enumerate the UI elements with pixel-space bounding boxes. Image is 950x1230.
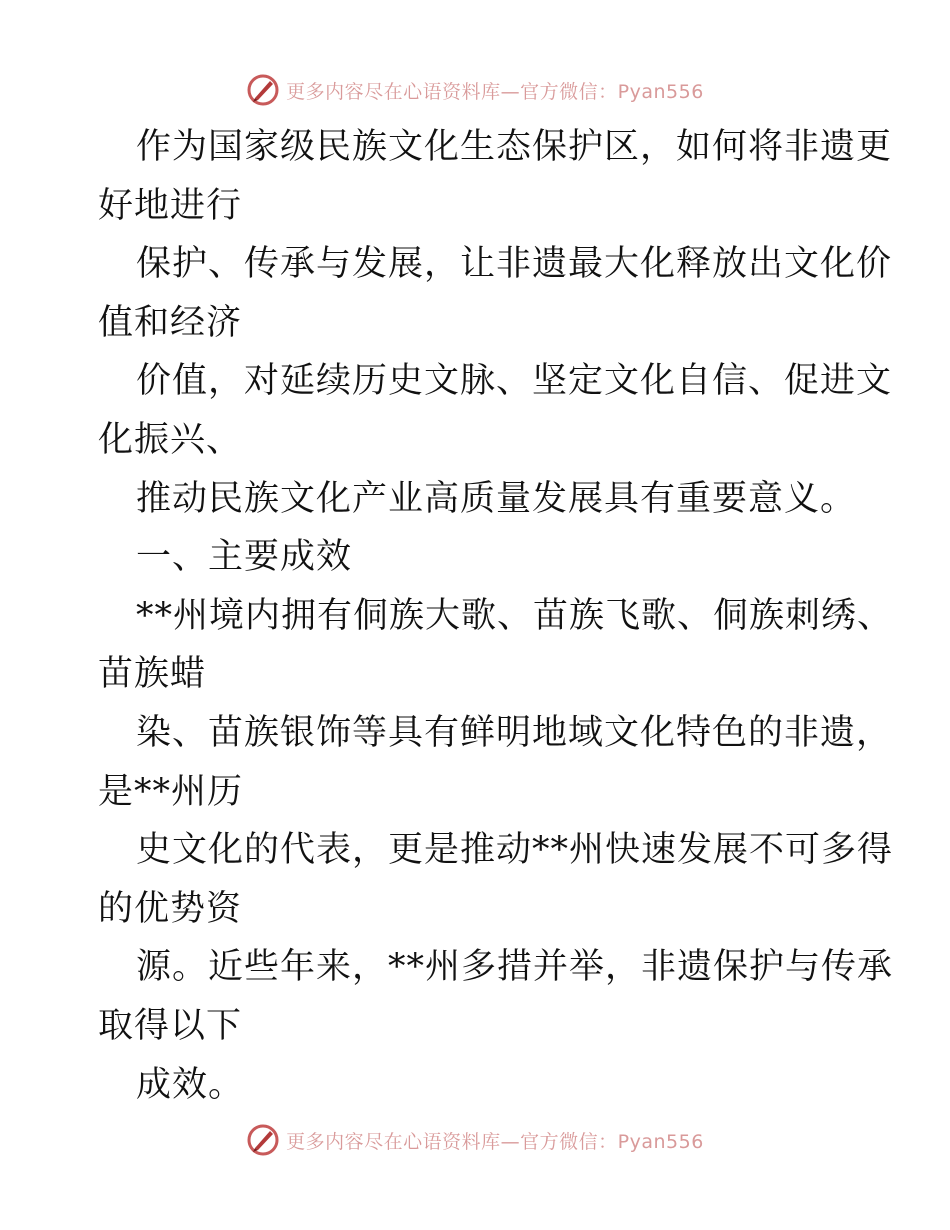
section-heading: 一、主要成效: [136, 537, 353, 578]
paragraph-line: 保护、传承与发展，让非遗最大化释放出文化价: [136, 244, 893, 285]
footer-banner-text: 更多内容尽在心语资料库—官方微信：Pyan556: [286, 1130, 704, 1153]
pen-logo-icon: [246, 73, 280, 107]
header-banner-text: 更多内容尽在心语资料库—官方微信：Pyan556: [286, 80, 704, 103]
footer-banner: [0, 1120, 950, 1160]
paragraph-line: **州境内拥有侗族大歌、苗族飞歌、侗族刺绣、: [136, 595, 894, 636]
paragraph-line: 价值，对延续历史文脉、坚定文化自信、促进文: [136, 361, 893, 402]
header-banner: [0, 70, 950, 110]
paragraph-line: 是**州历: [98, 771, 244, 812]
paragraph-line: 好地进行: [98, 185, 243, 226]
pen-logo-icon: [246, 1123, 280, 1157]
paragraph-line: 作为国家级民族文化生态保护区，如何将非遗更: [136, 127, 893, 167]
paragraph-line: 化振兴、: [98, 419, 243, 460]
paragraph-line: 染、苗族银饰等具有鲜明地域文化特色的非遗，: [136, 712, 893, 753]
paragraph-line: 成效。: [136, 1064, 245, 1105]
paragraph-line: 苗族蜡: [98, 654, 207, 695]
paragraph-line: 值和经济: [98, 302, 243, 343]
paragraph-line: 源。近些年来，**州多措并举，非遗保护与传承: [136, 947, 894, 988]
document-body: [98, 118, 894, 1114]
paragraph-line: 的优势资: [98, 888, 243, 929]
paragraph-line: 推动民族文化产业高质量发展具有重要意义。: [136, 478, 857, 519]
paragraph-line: 取得以下: [98, 1005, 243, 1046]
paragraph-line: 史文化的代表，更是推动**州快速发展不可多得: [136, 830, 894, 871]
